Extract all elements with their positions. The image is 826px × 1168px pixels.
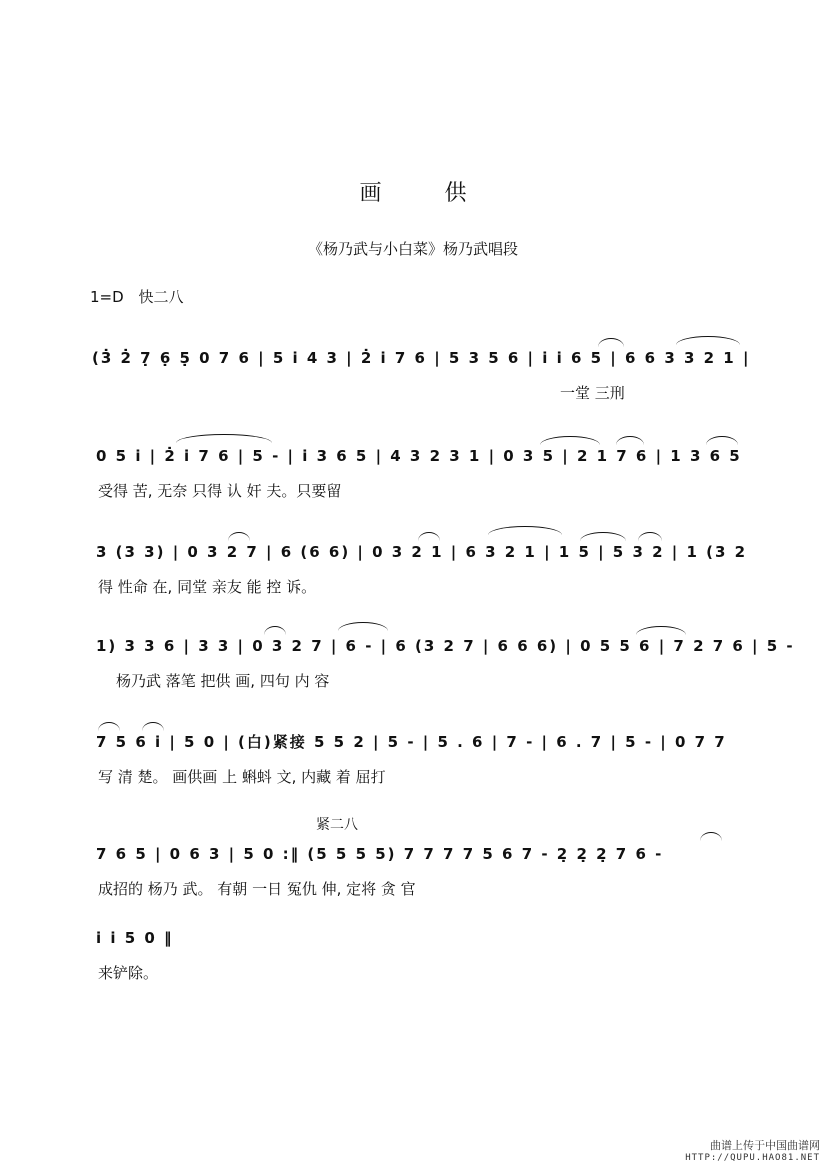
slur	[676, 336, 740, 345]
lyrics-line: 写 清 楚。 画供画 上 蝌蚪 文, 内藏 着 屈打	[98, 768, 386, 786]
score-system-3	[0, 540, 826, 600]
footer-site: 曲谱上传于中国曲谱网	[710, 1139, 820, 1152]
notation-line: i i 5 0 ‖	[96, 929, 174, 947]
key-signature	[90, 286, 183, 307]
section-marker: 紧二八	[316, 817, 358, 833]
score-system-4	[0, 634, 826, 694]
score-system-1	[0, 346, 826, 406]
notation-line: 7 5 6 i | 5 0 | (白)紧接 5 5 2 | 5 - | 5 . 6 | 7 - | 6 . 7 | 5 - | 0 7 7	[96, 733, 727, 751]
lyrics-line: 来铲除。	[98, 964, 159, 982]
slur	[700, 832, 722, 841]
notation-line: 7 6 5 | 0 6 3 | 5 0 :‖ (5 5 5 5) 7 7 7 7 5 6 7 - 2̣ 2̣ 2̣ 7 6 -	[96, 845, 664, 863]
score-system-7	[0, 926, 826, 986]
key-label: 1=D	[90, 288, 124, 306]
tempo-label: 快二八	[138, 288, 184, 306]
notation-line: (3̇ 2̇ 7̣ 6̣ 5̣ 0 7 6 | 5 i 4 3 | 2̇ i 7 6 | 5 3 5 6 | i i 6 5 | 6 6 3 3 2 1 |	[92, 349, 751, 367]
page-title: 画 供	[359, 181, 495, 206]
score-system-2	[0, 444, 826, 504]
footer-url: HTTP://QUPU.HAO81.NET	[685, 1153, 820, 1163]
score-system-6	[0, 842, 826, 902]
score-system-5	[0, 730, 826, 790]
lyrics-line: 得 性命 在, 同堂 亲友 能 控 诉。	[98, 578, 317, 596]
notation-line: 0 5 i | 2̇ i 7 6 | 5 - | i 3 6 5 | 4 3 2 3 1 | 0 3 5 | 2 1 7 6 | 1 3 6 5	[96, 447, 742, 465]
notation-line: 1) 3 3 6 | 3 3 | 0 3 2 7 | 6 - | 6 (3 2 7 | 6 6 6) | 0 5 5 6 | 7 2 7 6 | 5 -	[96, 637, 795, 655]
notation-line: 3 (3 3) | 0 3 2 7 | 6 (6 6) | 0 3 2 1 | 6 3 2 1 | 1 5 | 5 3 2 | 1 (3 2	[96, 543, 748, 561]
slur	[488, 526, 562, 535]
slur	[176, 434, 272, 443]
lyrics-line: 杨乃武 落笔 把供 画, 四句 内 容	[116, 672, 330, 690]
song-subtitle: 《杨乃武与小白菜》杨乃武唱段	[307, 240, 518, 258]
lyrics-line: 受得 苦, 无奈 只得 认 奸 夫。只要留	[98, 482, 342, 500]
lyrics-line: 一堂 三刑	[560, 384, 625, 402]
watermark-footer	[685, 1140, 820, 1164]
slur	[338, 622, 388, 631]
lyrics-line: 成招的 杨乃 武。 有朝 一日 冤仇 伸, 定将 贪 官	[98, 880, 416, 898]
